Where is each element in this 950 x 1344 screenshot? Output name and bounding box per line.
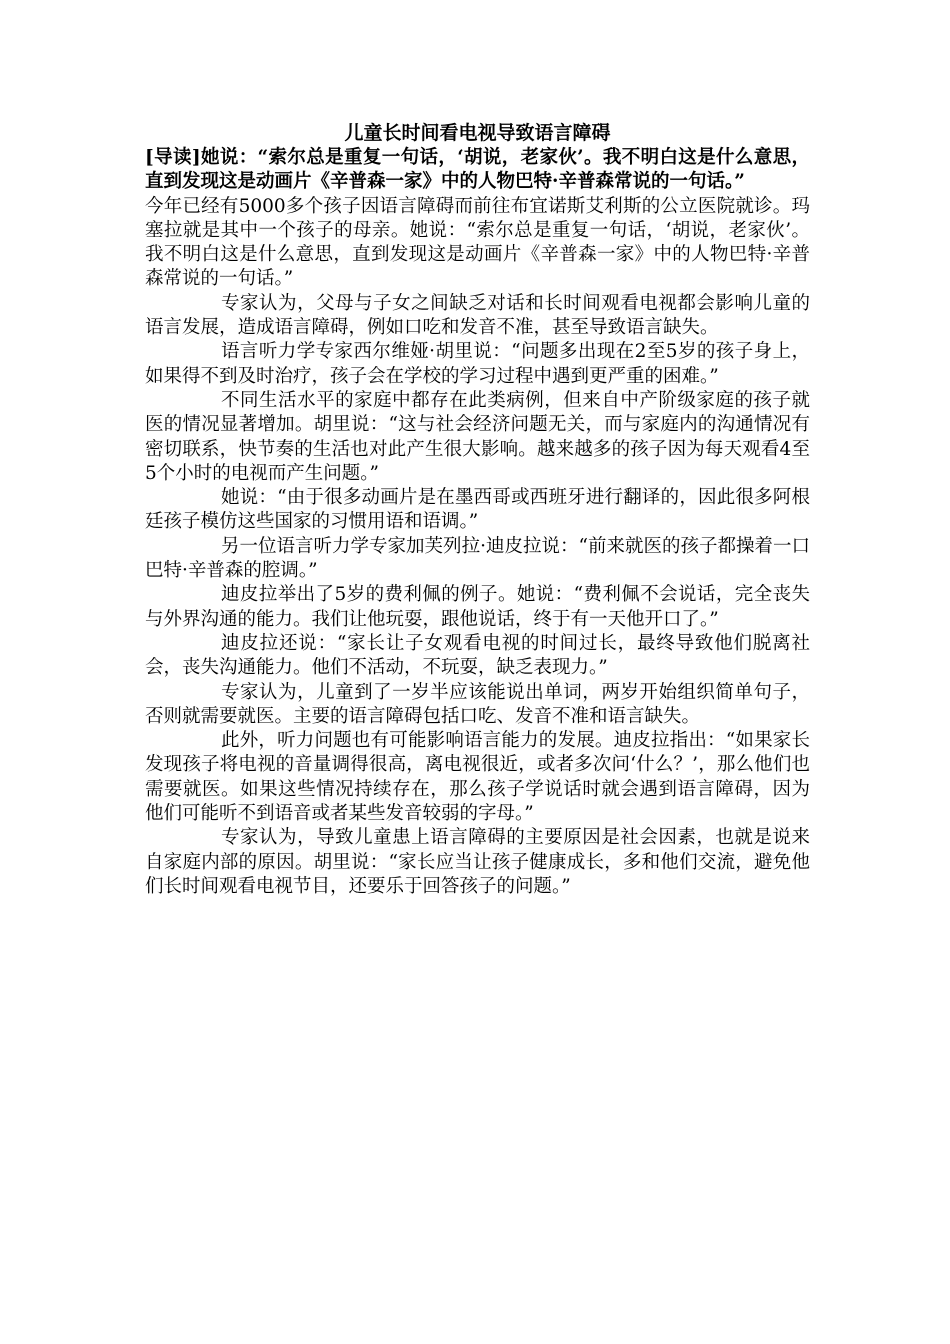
paragraph: 专家认为，儿童到了一岁半应该能说出单词，两岁开始组织简单句子，否则就需要就医。主要的语言障碍包括口吃、发音不准和语言缺失。 — [145, 681, 810, 727]
paragraph: 迪皮拉还说：“家长让子女观看电视的时间过长，最终导致他们脱离社会，丧失沟通能力。他们不活动，不玩耍，缺乏表现力。” — [145, 632, 810, 679]
article-lead: [导读]她说：“索尔总是重复一句话，‘胡说，老家伙’。我不明白这是什么意思，直到发现这是动画片《辛普森一家》中的人物巴特·辛普森常说的一句话。” — [145, 147, 810, 193]
article-body — [145, 120, 810, 899]
paragraph: 语言听力学专家西尔维娅·胡里说：“问题多出现在2至5岁的孩子身上，如果得不到及时治疗，孩子会在学校的学习过程中遇到更严重的困难。” — [145, 341, 810, 387]
paragraph: 她说：“由于很多动画片是在墨西哥或西班牙进行翻译的，因此很多阿根廷孩子模仿这些国家的习惯用语和语调。” — [145, 487, 810, 533]
paragraph: 不同生活水平的家庭中都存在此类病例，但来自中产阶级家庭的孩子就医的情况显著增加。胡里说：“这与社会经济问题无关，而与家庭内的沟通情况有密切联系，快节奏的生活也对此产生很大影响。越来越多的孩子因为每天观看4至5个小时的电视而产生问题。” — [145, 389, 810, 484]
paragraph: 迪皮拉举出了5岁的费利佩的例子。她说：“费利佩不会说话，完全丧失与外界沟通的能力。我们让他玩耍，跟他说话，终于有一天他开口了。” — [145, 584, 810, 630]
paragraph: 此外，听力问题也有可能影响语言能力的发展。迪皮拉指出：“如果家长发现孩子将电视的音量调得很高，离电视很近，或者多次问‘什么？’，那么他们也需要就医。如果这些情况持续存在，那么孩子学说话时就会遇到语言障碍，因为他们可能听不到语音或者某些发音较弱的字母。” — [145, 730, 810, 825]
paragraph: 专家认为，导致儿童患上语言障碍的主要原因是社会因素，也就是说来自家庭内部的原因。胡里说：“家长应当让孩子健康成长，多和他们交流，避免他们长时间观看电视节目，还要乐于回答孩子的问题。” — [145, 827, 810, 897]
paragraph-intro: 今年已经有5000多个孩子因语言障碍而前往布宜诺斯艾利斯的公立医院就诊。玛塞拉就是其中一个孩子的母亲。她说：“索尔总是重复一句话，‘胡说，老家伙’。我不明白这是什么意思，直到发现这是动画片《辛普森一家》中的人物巴特·辛普森常说的一句话。” — [145, 195, 810, 290]
paragraph: 专家认为，父母与子女之间缺乏对话和长时间观看电视都会影响儿童的语言发展，造成语言障碍，例如口吃和发音不准，甚至导致语言缺失。 — [145, 292, 810, 339]
article-title: 儿童长时间看电视导致语言障碍 — [344, 122, 611, 144]
paragraph: 另一位语言听力学专家加芙列拉·迪皮拉说：“前来就医的孩子都操着一口巴特·辛普森的腔调。” — [145, 535, 810, 582]
